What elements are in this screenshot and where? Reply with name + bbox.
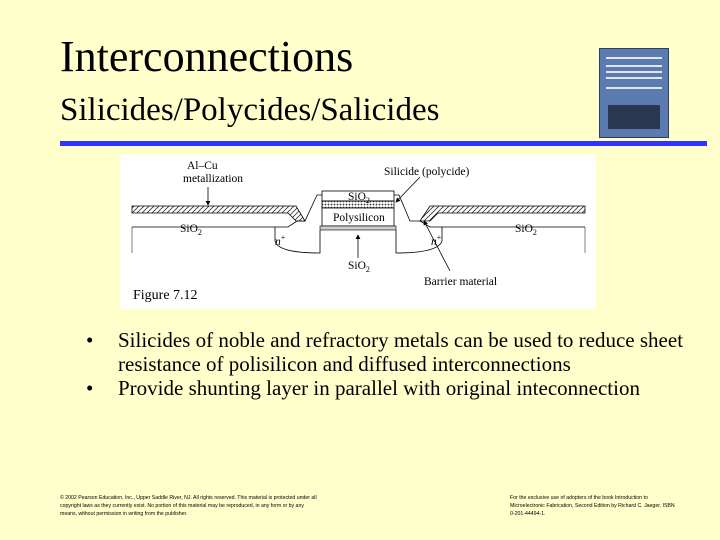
gate-oxide	[320, 226, 396, 230]
bullet-text: Provide shunting layer in parallel with original inteconnection	[118, 376, 640, 400]
metallization-label: metallization	[183, 173, 244, 185]
bullet-text: Silicides of noble and refractory metals can be used to reduce sheet resistance of polisilicon and diffused interconnections	[118, 328, 684, 376]
barrier-label: Barrier material	[424, 276, 498, 288]
right-oxide-sub: 2	[532, 228, 537, 237]
bullet-dot: •	[86, 328, 94, 352]
left-oxide-label: SiO$_2$	[180, 223, 202, 237]
left-nplus-label: n+	[275, 233, 286, 248]
figure-caption: Figure 7.12	[133, 288, 198, 303]
bottom-oxide-label: SiO$_2$	[348, 260, 370, 274]
right-nplus-label: n+	[431, 233, 442, 248]
polysilicon-label: Polysilicon	[333, 212, 385, 224]
cross-section-diagram	[120, 155, 596, 309]
right-metal-layer	[420, 206, 585, 221]
silicide-label: Silicide (polycide)	[384, 166, 470, 178]
book-cover-image	[599, 48, 669, 138]
right-nplus-sup: +	[436, 233, 442, 242]
bullet-item	[86, 376, 686, 400]
title-rule	[60, 141, 707, 146]
bottom-oxide-sub: 2	[365, 265, 370, 274]
alcu-label: Al–Cu	[187, 160, 218, 172]
figure-panel	[120, 155, 596, 309]
left-nplus-sup: +	[280, 233, 286, 242]
bullet-item	[86, 328, 686, 376]
left-metal-layer	[132, 206, 305, 221]
bullet-dot: •	[86, 376, 94, 400]
right-oxide-label: SiO$_2$	[515, 223, 537, 237]
left-oxide-sub: 2	[197, 228, 202, 237]
barrier-arrow	[424, 221, 450, 271]
top-oxide-sub: 2	[365, 196, 370, 205]
slide-title: Interconnections	[60, 32, 354, 81]
silicide-arrow	[396, 177, 420, 202]
top-oxide-label: SiO$_2$	[348, 191, 370, 205]
slide-subtitle: Silicides/Polycides/Salicides	[60, 92, 440, 128]
bullet-list	[86, 328, 686, 400]
footer-adopters-note: For the exclusive use of adopters of the book Introduction to Microelectronic Fabrication, Second Edition by Richard C. Jaeger. ISBN 0-201-44494-1.	[510, 495, 675, 517]
footer-copyright: © 2002 Pearson Education, Inc., Upper Saddle River, NJ. All rights reserved. This material is protected under all copyright laws as they currently exist. No portion of this material may be reproduced, in any form or by any means, without permission in writing from the publisher.	[60, 495, 317, 517]
